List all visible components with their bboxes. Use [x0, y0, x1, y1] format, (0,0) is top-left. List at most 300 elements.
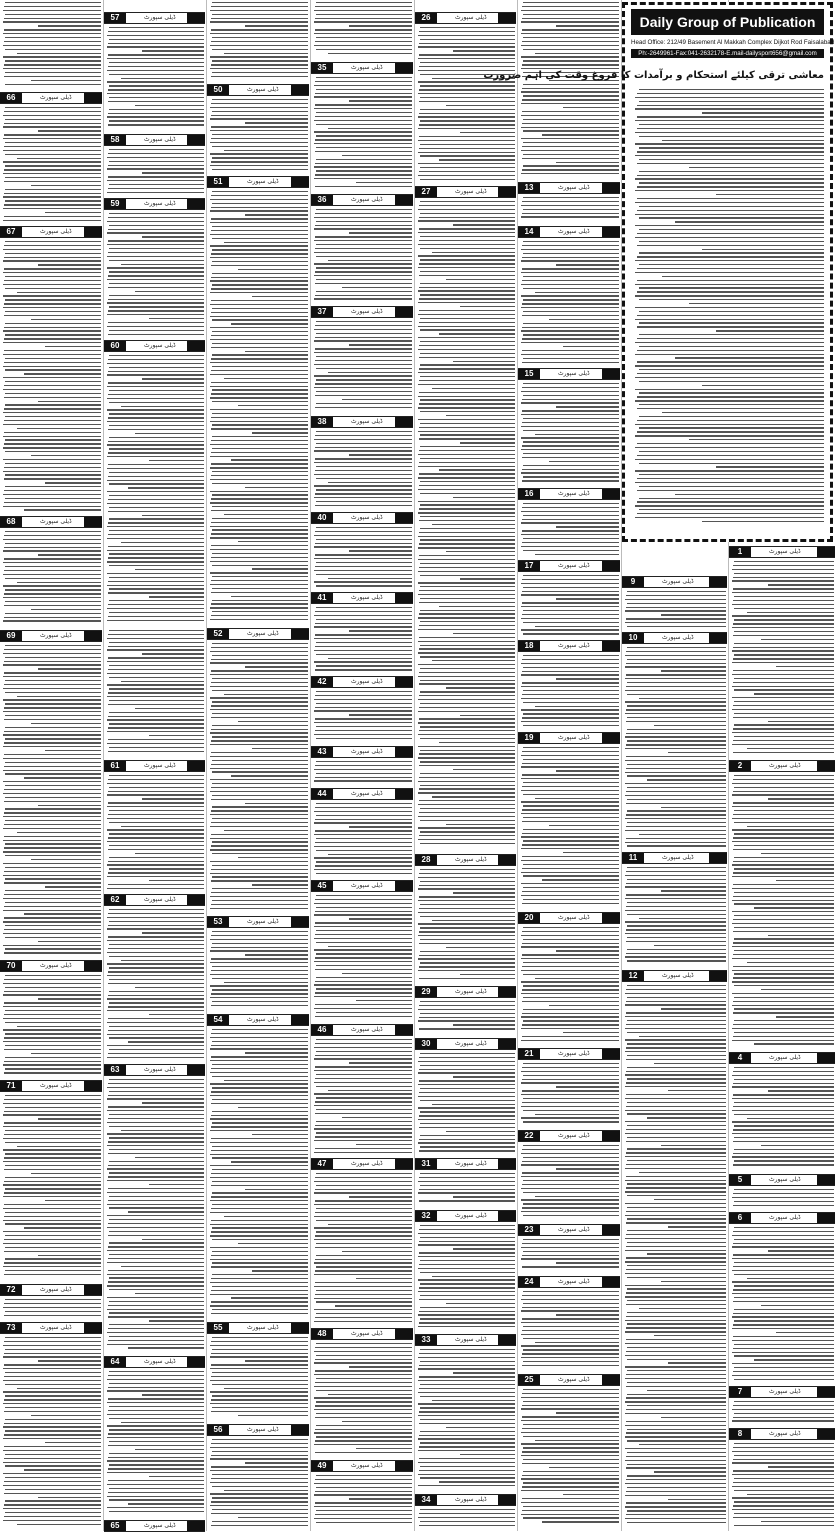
text-line [4, 979, 101, 980]
text-line [107, 1437, 204, 1438]
text-line [108, 592, 204, 593]
text-line [625, 842, 726, 843]
text-line [768, 721, 834, 722]
text-line [109, 295, 204, 296]
text-line [108, 464, 204, 465]
notice-logo-mark [187, 1357, 205, 1367]
text-line [109, 1277, 204, 1278]
text-line [315, 1016, 412, 1017]
notice-label: ڈیلی سپورٹ [558, 490, 590, 497]
text-line [211, 393, 308, 394]
notice-header-bar [518, 640, 620, 652]
text-line [732, 981, 834, 982]
text-line [420, 504, 515, 505]
text-line [523, 49, 619, 50]
notice-label: ڈیلی سپورٹ [455, 188, 487, 195]
text-line [245, 1189, 308, 1190]
text-line [210, 362, 308, 363]
text-line [639, 1172, 726, 1173]
text-line [316, 1051, 412, 1052]
text-line [420, 773, 515, 774]
text-line [316, 930, 412, 931]
text-line [523, 515, 619, 516]
text-line [626, 1257, 726, 1258]
text-line [626, 686, 726, 687]
text-line [3, 173, 101, 174]
text-line [316, 443, 412, 444]
text-line [314, 1070, 412, 1071]
text-line [734, 1102, 834, 1103]
text-line [419, 978, 515, 979]
text-line [522, 6, 619, 7]
text-line [637, 233, 824, 234]
text-line [418, 1357, 515, 1358]
text-line [314, 1181, 412, 1182]
text-line [733, 837, 834, 838]
text-line [107, 168, 204, 169]
text-line [314, 834, 412, 835]
text-line [211, 1231, 308, 1232]
text-line [418, 302, 515, 303]
text-line [5, 703, 101, 704]
text-line [212, 655, 308, 656]
text-line [142, 653, 204, 654]
text-line [521, 872, 619, 873]
text-line [733, 577, 834, 578]
text-line [3, 366, 101, 367]
text-line [3, 758, 101, 759]
text-line [453, 361, 515, 362]
column-6 [518, 0, 620, 1531]
text-line [523, 1063, 619, 1064]
text-line [210, 674, 308, 675]
text-line [523, 1020, 619, 1021]
text-line [315, 213, 412, 214]
notice-label: ڈیلی سپورٹ [558, 1132, 590, 1139]
text-line [734, 1125, 834, 1126]
notice-logo-mark [84, 517, 102, 527]
text-line [3, 56, 101, 57]
text-line [625, 1296, 726, 1297]
text-line [38, 130, 101, 131]
notice-label: ڈیلی سپورٹ [144, 1522, 176, 1529]
text-line [3, 653, 101, 654]
notice-logo-mark [187, 135, 205, 145]
text-line [315, 1382, 412, 1383]
notice-number: 59 [104, 199, 126, 209]
notice-number: 65 [104, 1521, 126, 1531]
text-line [419, 1299, 515, 1300]
text-line [418, 314, 515, 315]
text-line [4, 906, 101, 907]
notice-number: 45 [311, 881, 333, 891]
text-line [419, 1115, 515, 1116]
text-line [627, 1429, 726, 1430]
text-line [668, 1499, 726, 1500]
text-line [211, 1138, 308, 1139]
text-line [734, 997, 834, 998]
text-line [107, 1168, 204, 1169]
text-line [453, 50, 515, 51]
text-line [626, 838, 726, 839]
text-line [521, 522, 619, 523]
text-line [4, 41, 101, 42]
text-line [419, 228, 515, 229]
text-line [535, 1342, 619, 1343]
notice-text [312, 431, 412, 509]
text-line [521, 45, 619, 46]
text-line [732, 604, 834, 605]
text-line [625, 1448, 726, 1449]
notice-text [208, 1029, 308, 1317]
text-line [314, 661, 412, 662]
text-line [211, 799, 308, 800]
text-line [522, 530, 619, 531]
text-line [212, 238, 308, 239]
notice-block [518, 912, 620, 1048]
text-line [521, 801, 619, 802]
text-line [419, 43, 515, 44]
text-line [5, 451, 101, 452]
text-line [212, 678, 308, 679]
notice-label: ڈیلی سپورٹ [351, 1330, 383, 1337]
text-line [107, 1215, 204, 1216]
text-line [523, 142, 619, 143]
text-line [211, 452, 308, 453]
text-line [210, 234, 308, 235]
text-line [733, 884, 834, 885]
notice-header-bar [518, 488, 620, 500]
text-line [627, 867, 726, 868]
text-line [754, 907, 834, 908]
text-line [733, 931, 834, 932]
text-line [3, 295, 101, 296]
text-line [625, 921, 726, 922]
text-line [732, 1156, 834, 1157]
text-line [3, 550, 101, 551]
text-line [31, 455, 101, 456]
text-line [314, 638, 412, 639]
notice-header-bar [0, 1080, 102, 1092]
text-line [108, 913, 204, 914]
text-line [31, 319, 101, 320]
text-line [733, 1024, 834, 1025]
text-line [635, 272, 824, 273]
text-line [224, 514, 308, 515]
text-line [549, 319, 619, 320]
text-line [418, 1061, 515, 1062]
text-line [625, 1343, 726, 1344]
notice-logo-mark [817, 761, 835, 771]
notice-logo-mark [498, 987, 516, 997]
text-line [17, 1146, 101, 1147]
text-line [420, 411, 515, 412]
text-line [314, 1047, 412, 1048]
text-line [121, 78, 204, 79]
text-line [420, 1173, 515, 1174]
text-line [108, 1281, 204, 1282]
text-line [316, 37, 412, 38]
text-line [3, 1462, 101, 1463]
text-line [211, 1353, 308, 1354]
text-line [3, 1520, 101, 1521]
text-line [349, 1062, 412, 1063]
text-line [108, 1480, 204, 1481]
text-line [210, 444, 308, 445]
notice-text [312, 1173, 412, 1325]
text-line [314, 1105, 412, 1106]
text-line [522, 1079, 619, 1080]
text-line [5, 334, 101, 335]
notice-header-bar [207, 1424, 309, 1436]
text-line [107, 1204, 204, 1205]
text-line [211, 1341, 308, 1342]
text-line [521, 330, 619, 331]
text-line [314, 926, 412, 927]
text-line [733, 1371, 834, 1372]
text-line [522, 1486, 619, 1487]
text-line [316, 1378, 412, 1379]
text-line [521, 91, 619, 92]
text-line [419, 1446, 515, 1447]
text-line [314, 364, 412, 365]
text-line [212, 261, 308, 262]
notice-number: 19 [518, 733, 540, 743]
text-line [316, 321, 412, 322]
text-line [211, 428, 308, 429]
text-line [107, 620, 204, 621]
text-line [210, 1037, 308, 1038]
notice-block [311, 880, 413, 1024]
text-line [732, 1098, 834, 1099]
text-line [420, 236, 515, 237]
text-line [5, 1165, 101, 1166]
text-line [109, 747, 204, 748]
text-line [523, 1291, 619, 1292]
text-line [17, 53, 101, 54]
text-line [3, 921, 101, 922]
text-line [420, 1349, 515, 1350]
text-line [109, 677, 204, 678]
text-line [5, 738, 101, 739]
text-line [224, 1490, 308, 1491]
text-line [142, 378, 204, 379]
text-line [3, 875, 101, 876]
notice-number: 58 [104, 135, 126, 145]
text-line [734, 654, 834, 655]
text-line [563, 346, 619, 347]
text-line [627, 1382, 726, 1383]
notice-block [0, 226, 102, 516]
text-line [314, 352, 412, 353]
notice-logo-mark [395, 417, 413, 427]
text-line [109, 390, 204, 391]
text-line [637, 163, 824, 164]
text-line [747, 748, 834, 749]
text-line [419, 788, 515, 789]
notice-logo-mark [498, 1159, 516, 1169]
text-line [556, 162, 619, 163]
text-line [210, 339, 308, 340]
text-line [639, 229, 824, 230]
notice-header-bar [415, 1210, 516, 1222]
text-line [418, 804, 515, 805]
text-line [315, 1148, 412, 1149]
text-line [625, 795, 726, 796]
notice-header-bar [0, 960, 102, 972]
text-line [5, 1247, 101, 1248]
notice-label: ڈیلی سپورٹ [351, 308, 383, 315]
text-line [521, 138, 619, 139]
text-line [3, 910, 101, 911]
text-line [108, 153, 204, 154]
text-line [420, 1100, 515, 1101]
text-line [315, 458, 412, 459]
text-line [212, 1407, 308, 1408]
text-line [419, 240, 515, 241]
text-line [420, 1442, 515, 1443]
text-line [224, 1388, 308, 1389]
notice-header-bar [104, 198, 205, 210]
text-line [626, 1432, 726, 1433]
text-line [453, 1372, 515, 1373]
text-line [3, 330, 101, 331]
text-line [639, 404, 824, 405]
notice-header-bar [729, 1386, 835, 1398]
text-line [108, 229, 204, 230]
text-line [4, 719, 101, 720]
text-line [4, 1002, 101, 1003]
text-line [314, 626, 412, 627]
text-line [637, 256, 824, 257]
text-line [639, 474, 824, 475]
text-line [211, 312, 308, 313]
text-line [212, 249, 308, 250]
text-line [38, 1118, 101, 1119]
text-line [107, 93, 204, 94]
text-line [108, 287, 204, 288]
text-line [625, 1039, 726, 1040]
text-line [210, 791, 308, 792]
text-line [625, 760, 726, 761]
text-line [212, 494, 308, 495]
text-line [734, 915, 834, 916]
notice-block [518, 182, 620, 226]
text-line [522, 111, 619, 112]
notice-header-bar [518, 182, 620, 194]
text-line [522, 350, 619, 351]
text-line [4, 1037, 101, 1038]
text-line [238, 405, 308, 406]
notice-text [1, 241, 101, 513]
text-line [4, 502, 101, 503]
text-line [716, 194, 824, 195]
text-line [5, 107, 101, 108]
text-line [149, 1184, 204, 1185]
text-line [523, 840, 619, 841]
text-line [211, 822, 308, 823]
text-line [212, 1064, 308, 1065]
text-line [627, 949, 726, 950]
text-line [626, 1246, 726, 1247]
text-line [521, 1016, 619, 1017]
notice-logo-mark [187, 1521, 205, 1531]
text-line [418, 547, 515, 548]
text-line [108, 54, 204, 55]
text-line [342, 1251, 412, 1252]
text-line [224, 694, 308, 695]
text-line [108, 948, 204, 949]
text-line [5, 1130, 101, 1131]
notice-header-bar [518, 1224, 620, 1236]
text-line [627, 985, 726, 986]
notice-label: ڈیلی سپورٹ [769, 1214, 801, 1221]
text-line [314, 535, 412, 536]
text-line [212, 1384, 308, 1385]
text-line [231, 775, 308, 776]
text-line [626, 1514, 726, 1515]
text-line [316, 1266, 412, 1267]
text-line [121, 264, 204, 265]
text-line [521, 1490, 619, 1491]
text-line [627, 1067, 726, 1068]
text-line [732, 794, 834, 795]
notice-block [207, 916, 309, 1014]
notice-number: 56 [207, 1425, 229, 1435]
text-line [733, 1470, 834, 1471]
text-line [314, 1409, 412, 1410]
text-line [5, 276, 101, 277]
text-line [315, 899, 412, 900]
text-line [702, 385, 824, 386]
text-line [211, 740, 308, 741]
text-line [211, 545, 308, 546]
text-line [626, 607, 726, 608]
text-line [639, 1444, 726, 1445]
text-line [109, 642, 204, 643]
text-line [420, 916, 515, 917]
text-line [521, 848, 619, 849]
text-line [5, 843, 101, 844]
text-line [521, 284, 619, 285]
text-line [654, 1063, 726, 1064]
text-line [212, 226, 308, 227]
text-line [108, 1006, 204, 1007]
notice-number: 5 [729, 1175, 751, 1185]
text-line [626, 1106, 726, 1107]
text-line [419, 508, 515, 509]
notice-number: 30 [415, 1039, 437, 1049]
text-line [522, 18, 619, 19]
notice-label: ڈیلی سپورٹ [558, 734, 590, 741]
text-line [315, 505, 412, 506]
text-line [419, 368, 515, 369]
text-line [5, 358, 101, 359]
notice-number: 49 [311, 1461, 333, 1471]
text-line [439, 742, 515, 743]
text-line [625, 1413, 726, 1414]
text-line [522, 1318, 619, 1319]
text-line [625, 1074, 726, 1075]
text-line [210, 939, 308, 940]
text-line [109, 1002, 204, 1003]
text-line [315, 807, 412, 808]
text-line [627, 1452, 726, 1453]
text-line [107, 157, 204, 158]
text-line [639, 124, 824, 125]
notice-label: ڈیلی سپورٹ [351, 748, 383, 755]
text-line [224, 378, 308, 379]
